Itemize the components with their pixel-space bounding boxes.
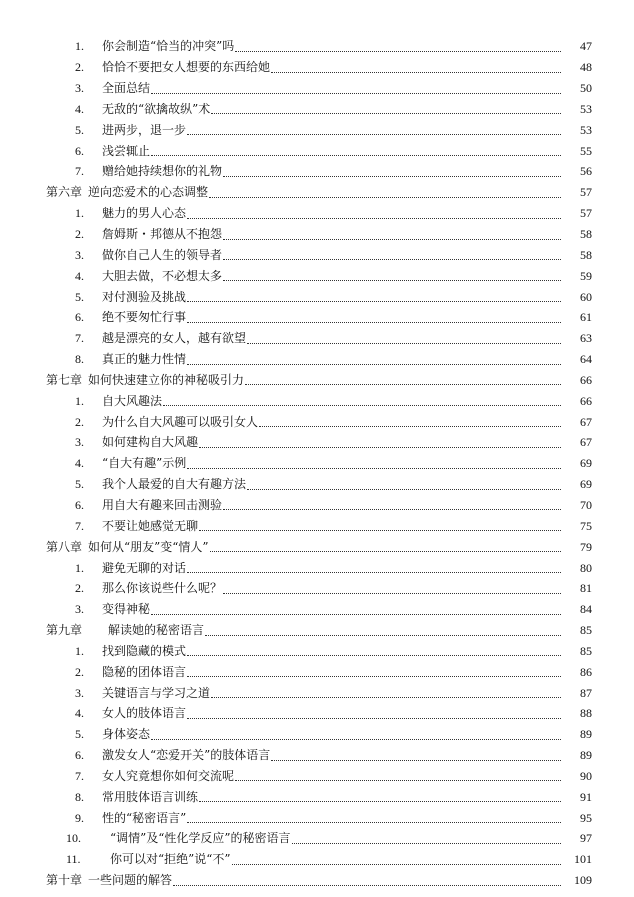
toc-entry-row[interactable] bbox=[0, 244, 634, 265]
entry-title: 无敌的“欲擒故纵”术 bbox=[102, 101, 211, 116]
page-number: 95 bbox=[580, 810, 592, 825]
page-number: 81 bbox=[580, 581, 592, 596]
dot-leader bbox=[187, 706, 561, 719]
dot-leader bbox=[151, 602, 561, 615]
chapter-title: 如何快速建立你的神秘吸引力 bbox=[88, 372, 245, 387]
chapter-title: 解读她的秘密语言 bbox=[108, 623, 205, 638]
dot-leader bbox=[232, 852, 561, 865]
toc-entry-row[interactable] bbox=[0, 411, 634, 432]
entry-title: 隐秘的团体语言 bbox=[102, 664, 187, 679]
page-number: 66 bbox=[580, 372, 592, 387]
toc-entry-row[interactable] bbox=[0, 766, 634, 787]
toc-entry-row[interactable] bbox=[0, 265, 634, 286]
entry-number: 4. bbox=[75, 101, 84, 116]
entry-number: 7. bbox=[75, 768, 84, 783]
toc-entry-row[interactable] bbox=[0, 703, 634, 724]
chapter-title: 如何从“朋友”变“情人” bbox=[88, 539, 209, 554]
entry-number: 6. bbox=[75, 310, 84, 325]
page-number: 53 bbox=[580, 122, 592, 137]
page-number: 66 bbox=[580, 393, 592, 408]
chapter-label: 第八章 bbox=[46, 539, 83, 554]
entry-number: 2. bbox=[75, 227, 84, 242]
dot-leader bbox=[292, 831, 561, 844]
entry-number: 2. bbox=[75, 414, 84, 429]
page-number: 57 bbox=[580, 185, 592, 200]
entry-title: 对付测验及挑战 bbox=[102, 289, 187, 304]
entry-number: 11. bbox=[66, 852, 81, 867]
page-number: 58 bbox=[580, 247, 592, 262]
table-of-contents bbox=[0, 36, 634, 891]
toc-entry-row[interactable] bbox=[0, 36, 634, 57]
dot-leader bbox=[235, 39, 561, 52]
entry-number: 1. bbox=[75, 643, 84, 658]
dot-leader bbox=[271, 60, 561, 73]
toc-chapter-row[interactable] bbox=[0, 182, 634, 203]
toc-entry-row[interactable] bbox=[0, 161, 634, 182]
toc-chapter-row[interactable] bbox=[0, 370, 634, 391]
page-number: 89 bbox=[580, 727, 592, 742]
page-number: 60 bbox=[580, 289, 592, 304]
toc-chapter-row[interactable] bbox=[0, 620, 634, 641]
toc-entry-row[interactable] bbox=[0, 745, 634, 766]
toc-entry-row[interactable] bbox=[0, 849, 634, 870]
toc-entry-row[interactable] bbox=[0, 495, 634, 516]
dot-leader bbox=[223, 497, 561, 510]
page-number: 61 bbox=[580, 310, 592, 325]
toc-entry-row[interactable] bbox=[0, 786, 634, 807]
page-number: 69 bbox=[580, 477, 592, 492]
entry-number: 1. bbox=[75, 393, 84, 408]
entry-title: 詹姆斯・邦德从不抱怨 bbox=[102, 227, 223, 242]
chapter-label: 第七章 bbox=[46, 372, 83, 387]
dot-leader bbox=[199, 435, 561, 448]
dot-leader bbox=[223, 268, 561, 281]
page-number: 67 bbox=[580, 414, 592, 429]
entry-number: 7. bbox=[75, 331, 84, 346]
dot-leader bbox=[187, 122, 561, 135]
dot-leader bbox=[163, 393, 561, 406]
page-number: 79 bbox=[580, 539, 592, 554]
entry-title: 我个人最爱的自大有趣方法 bbox=[102, 477, 247, 492]
toc-entry-row[interactable] bbox=[0, 78, 634, 99]
chapter-title: 一些问题的解答 bbox=[88, 873, 173, 888]
page-number: 70 bbox=[580, 497, 592, 512]
page-number: 88 bbox=[580, 706, 592, 721]
toc-entry-row[interactable] bbox=[0, 557, 634, 578]
entry-number: 6. bbox=[75, 143, 84, 158]
entry-title: 恰恰不要把女人想要的东西给她 bbox=[102, 60, 271, 75]
entry-number: 5. bbox=[75, 477, 84, 492]
entry-title: 身体姿态 bbox=[102, 727, 151, 742]
dot-leader bbox=[187, 456, 561, 469]
entry-number: 3. bbox=[75, 602, 84, 617]
page-number: 101 bbox=[574, 852, 592, 867]
dot-leader bbox=[211, 685, 561, 698]
page-number: 63 bbox=[580, 331, 592, 346]
entry-number: 10. bbox=[66, 831, 81, 846]
entry-title: 激发女人“恋爱开关”的肢体语言 bbox=[102, 748, 271, 763]
page-number: 109 bbox=[574, 873, 592, 888]
dot-leader bbox=[235, 768, 561, 781]
dot-leader bbox=[223, 247, 561, 260]
page-number: 86 bbox=[580, 664, 592, 679]
page-number: 50 bbox=[580, 81, 592, 96]
page-number: 47 bbox=[580, 39, 592, 54]
chapter-label: 第九章 bbox=[46, 623, 83, 638]
entry-title: 常用肢体语言训练 bbox=[102, 789, 199, 804]
entry-title: 关键语言与学习之道 bbox=[102, 685, 211, 700]
dot-leader bbox=[223, 164, 561, 177]
toc-entry-row[interactable] bbox=[0, 661, 634, 682]
entry-title: 变得神秘 bbox=[102, 602, 151, 617]
entry-title: 做你自己人生的领导者 bbox=[102, 247, 223, 262]
page-number: 80 bbox=[580, 560, 592, 575]
toc-entry-row[interactable] bbox=[0, 474, 634, 495]
entry-number: 4. bbox=[75, 456, 84, 471]
entry-number: 9. bbox=[75, 810, 84, 825]
toc-entry-row[interactable] bbox=[0, 57, 634, 78]
entry-number: 4. bbox=[75, 268, 84, 283]
entry-number: 2. bbox=[75, 664, 84, 679]
toc-entry-row[interactable] bbox=[0, 453, 634, 474]
entry-title: 你可以对“拒绝”说“不” bbox=[110, 852, 231, 867]
toc-entry-row[interactable] bbox=[0, 640, 634, 661]
entry-title: 你会制造“恰当的冲突”吗 bbox=[102, 39, 235, 54]
chapter-title: 逆向恋爱术的心态调整 bbox=[88, 185, 209, 200]
dot-leader bbox=[199, 518, 561, 531]
chapter-label: 第六章 bbox=[46, 185, 83, 200]
toc-entry-row[interactable] bbox=[0, 807, 634, 828]
entry-title: 魅力的男人心态 bbox=[102, 206, 187, 221]
toc-entry-row[interactable] bbox=[0, 119, 634, 140]
entry-title: 越是漂亮的女人，越有欲望 bbox=[102, 331, 247, 346]
entry-number: 1. bbox=[75, 560, 84, 575]
entry-number: 8. bbox=[75, 789, 84, 804]
page-number: 75 bbox=[580, 518, 592, 533]
toc-entry-row[interactable] bbox=[0, 828, 634, 849]
dot-leader bbox=[187, 352, 561, 365]
page-number: 87 bbox=[580, 685, 592, 700]
page-number: 56 bbox=[580, 164, 592, 179]
toc-entry-row[interactable] bbox=[0, 390, 634, 411]
page-number: 89 bbox=[580, 748, 592, 763]
dot-leader bbox=[187, 206, 561, 219]
entry-title: “调情”及“性化学反应”的秘密语言 bbox=[110, 831, 291, 846]
toc-chapter-row[interactable] bbox=[0, 536, 634, 557]
dot-leader bbox=[245, 372, 561, 385]
entry-title: 女人的肢体语言 bbox=[102, 706, 187, 721]
toc-entry-row[interactable] bbox=[0, 328, 634, 349]
dot-leader bbox=[187, 289, 561, 302]
page-number: 64 bbox=[580, 352, 592, 367]
toc-entry-row[interactable] bbox=[0, 515, 634, 536]
entry-title: 性的“秘密语言” bbox=[102, 810, 187, 825]
entry-number: 6. bbox=[75, 748, 84, 763]
entry-number: 1. bbox=[75, 206, 84, 221]
page-number: 97 bbox=[580, 831, 592, 846]
dot-leader bbox=[187, 664, 561, 677]
toc-entry-row[interactable] bbox=[0, 349, 634, 370]
dot-leader bbox=[205, 623, 561, 636]
entry-title: 那么你该说些什么呢？ bbox=[102, 581, 223, 596]
entry-title: 自大风趣法 bbox=[102, 393, 163, 408]
toc-entry-row[interactable] bbox=[0, 99, 634, 120]
page-number: 91 bbox=[580, 789, 592, 804]
entry-number: 8. bbox=[75, 352, 84, 367]
entry-number: 2. bbox=[75, 60, 84, 75]
page-number: 84 bbox=[580, 602, 592, 617]
toc-entry-row[interactable] bbox=[0, 286, 634, 307]
entry-title: “自大有趣”示例 bbox=[102, 456, 187, 471]
toc-entry-row[interactable] bbox=[0, 140, 634, 161]
page-number: 48 bbox=[580, 60, 592, 75]
page-number: 59 bbox=[580, 268, 592, 283]
entry-number: 3. bbox=[75, 435, 84, 450]
dot-leader bbox=[187, 560, 561, 573]
dot-leader bbox=[259, 414, 561, 427]
page-number: 53 bbox=[580, 101, 592, 116]
dot-leader bbox=[247, 331, 561, 344]
dot-leader bbox=[187, 310, 561, 323]
dot-leader bbox=[247, 477, 561, 490]
entry-title: 用自大有趣来回击测验 bbox=[102, 497, 223, 512]
entry-number: 5. bbox=[75, 122, 84, 137]
entry-number: 6. bbox=[75, 497, 84, 512]
dot-leader bbox=[151, 143, 561, 156]
entry-title: 女人究竟想你如何交流呢 bbox=[102, 768, 235, 783]
page-number: 67 bbox=[580, 435, 592, 450]
entry-number: 5. bbox=[75, 289, 84, 304]
dot-leader bbox=[210, 539, 561, 552]
entry-number: 3. bbox=[75, 685, 84, 700]
dot-leader bbox=[271, 748, 561, 761]
page-number: 57 bbox=[580, 206, 592, 221]
entry-title: 赠给她持续想你的礼物 bbox=[102, 164, 223, 179]
dot-leader bbox=[223, 227, 561, 240]
page-number: 90 bbox=[580, 768, 592, 783]
entry-title: 不要让她感觉无聊 bbox=[102, 518, 199, 533]
dot-leader bbox=[187, 643, 561, 656]
entry-title: 避免无聊的对话 bbox=[102, 560, 187, 575]
entry-title: 找到隐藏的模式 bbox=[102, 643, 187, 658]
toc-entry-row[interactable] bbox=[0, 307, 634, 328]
entry-number: 3. bbox=[75, 247, 84, 262]
dot-leader bbox=[209, 185, 561, 198]
entry-number: 2. bbox=[75, 581, 84, 596]
page-number: 58 bbox=[580, 227, 592, 242]
toc-entry-row[interactable] bbox=[0, 724, 634, 745]
entry-title: 浅尝辄止 bbox=[102, 143, 151, 158]
toc-entry-row[interactable] bbox=[0, 682, 634, 703]
toc-entry-row[interactable] bbox=[0, 203, 634, 224]
entry-title: 如何建构自大风趣 bbox=[102, 435, 199, 450]
page-number: 55 bbox=[580, 143, 592, 158]
entry-title: 真正的魅力性情 bbox=[102, 352, 187, 367]
entry-title: 进两步，退一步 bbox=[102, 122, 187, 137]
dot-leader bbox=[151, 727, 561, 740]
page-number: 85 bbox=[580, 623, 592, 638]
chapter-label: 第十章 bbox=[46, 873, 83, 888]
toc-entry-row[interactable] bbox=[0, 432, 634, 453]
page-number: 85 bbox=[580, 643, 592, 658]
entry-title: 绝不要匆忙行事 bbox=[102, 310, 187, 325]
dot-leader bbox=[173, 873, 561, 886]
entry-number: 7. bbox=[75, 164, 84, 179]
entry-number: 3. bbox=[75, 81, 84, 96]
entry-number: 1. bbox=[75, 39, 84, 54]
entry-title: 全面总结 bbox=[102, 81, 151, 96]
entry-number: 7. bbox=[75, 518, 84, 533]
dot-leader bbox=[187, 810, 561, 823]
dot-leader bbox=[223, 581, 561, 594]
dot-leader bbox=[211, 101, 561, 114]
page-number: 69 bbox=[580, 456, 592, 471]
entry-title: 为什么自大风趣可以吸引女人 bbox=[102, 414, 259, 429]
toc-entry-row[interactable] bbox=[0, 224, 634, 245]
toc-entry-row[interactable] bbox=[0, 578, 634, 599]
entry-number: 4. bbox=[75, 706, 84, 721]
entry-title: 大胆去做，不必想太多 bbox=[102, 268, 223, 283]
entry-number: 5. bbox=[75, 727, 84, 742]
toc-chapter-row[interactable] bbox=[0, 870, 634, 891]
toc-entry-row[interactable] bbox=[0, 599, 634, 620]
dot-leader bbox=[151, 81, 561, 94]
dot-leader bbox=[199, 789, 561, 802]
